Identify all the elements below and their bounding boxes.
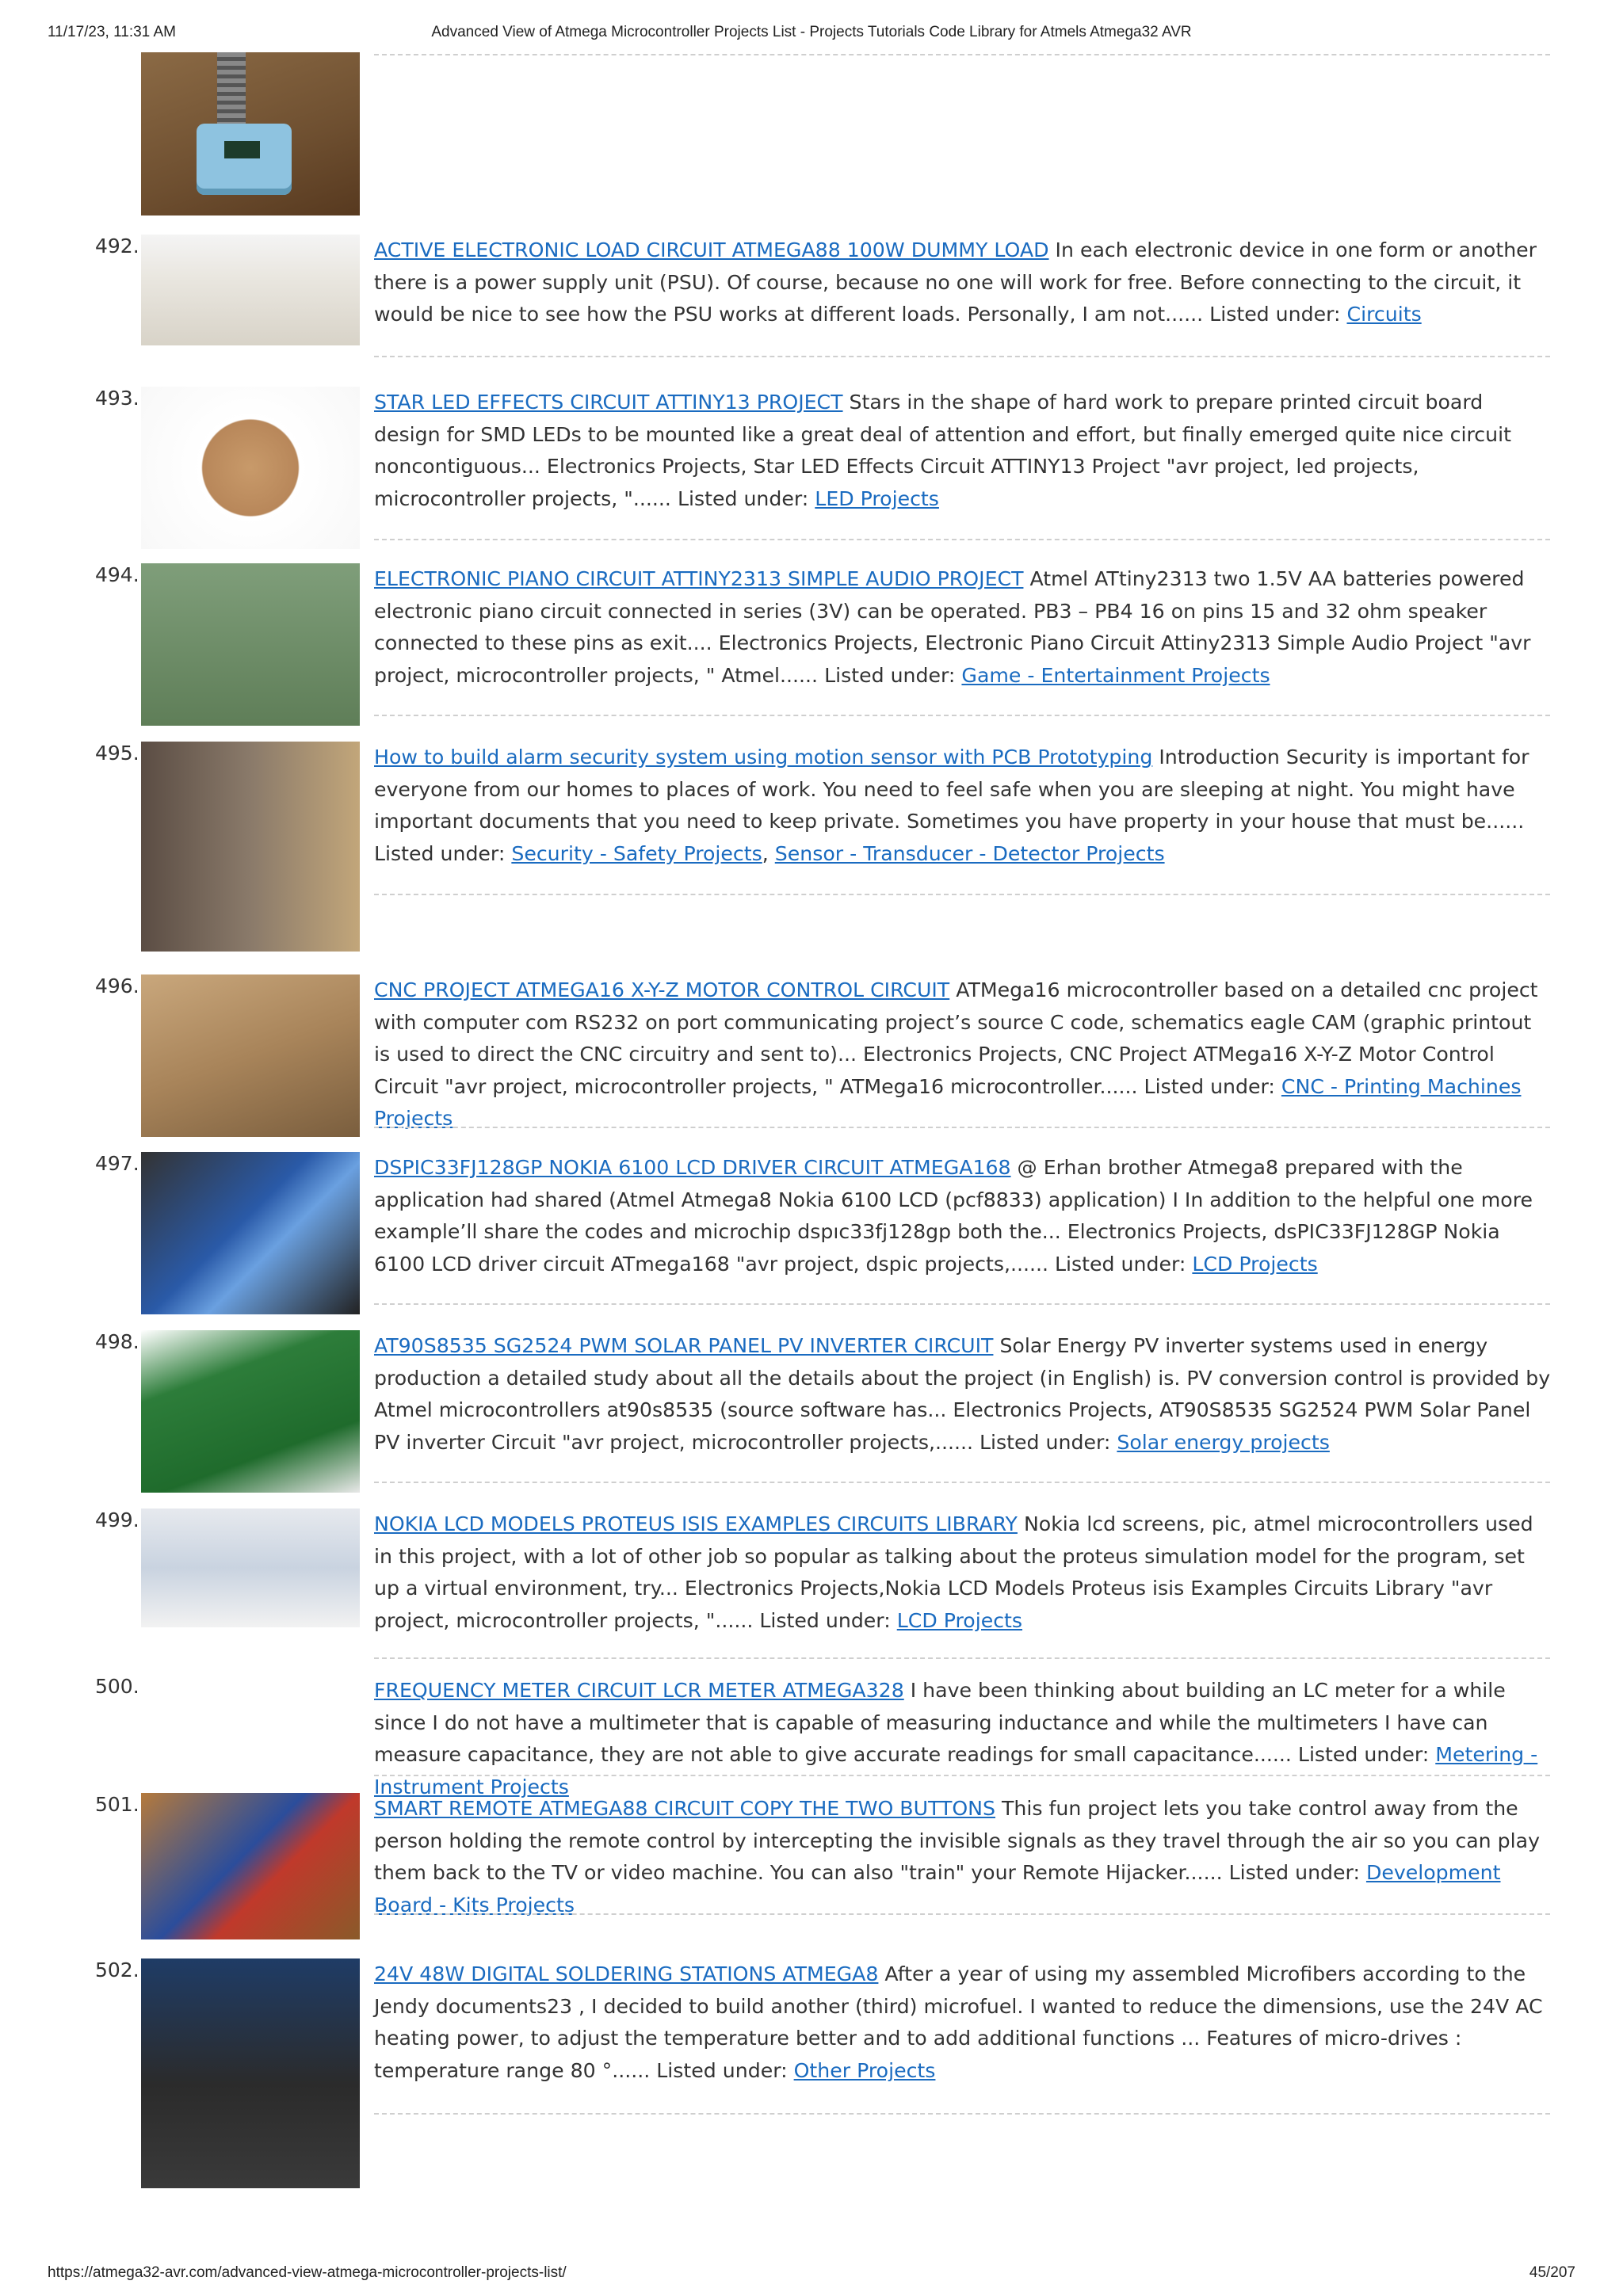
category-link[interactable]: Metering - Instrument Projects xyxy=(374,1743,1538,1798)
project-summary xyxy=(374,974,1553,1135)
separator xyxy=(374,539,1550,540)
project-thumbnail[interactable] xyxy=(141,387,360,549)
category-link[interactable]: LCD Projects xyxy=(896,1608,1023,1632)
category-link[interactable]: CNC - Printing Machines Projects xyxy=(374,1074,1522,1130)
project-thumbnail[interactable] xyxy=(141,1330,360,1493)
project-summary xyxy=(374,235,1553,331)
category-separator: , xyxy=(762,841,775,865)
project-description: Nokia lcd screens, pic, atmel microcontrollers used in this project, with a lot of other job so popular as talking about the proteus simulation model for the program, set up a virtual environment, try... Electronics Projects,Nokia LCD Models Proteus isis Examples Circuits Library "avr project, microcontroller projects, "...... Listed under: xyxy=(374,1512,1533,1632)
project-number: 500. xyxy=(95,1675,139,1698)
project-thumbnail[interactable] xyxy=(141,235,360,345)
project-title-link[interactable]: AT90S8535 SG2524 PWM SOLAR PANEL PV INVERTER CIRCUIT xyxy=(374,1334,994,1357)
separator xyxy=(374,1303,1550,1305)
project-description: After a year of using my assembled Microfibers according to the Jendy documents23 , I decided to build another (third) microfuel. I wanted to reduce the dimensions, use the 24V AC heating power, to adjust the temperature better and to add additional functions ... Features of micro-drives : temperature range 80 °...... Listed under: xyxy=(374,1962,1543,2082)
project-description: Solar Energy PV inverter systems used in energy production a detailed study about all the details about the project (in English) is. PV conversion control is provided by Atmel microcontrollers at90s8535 (source software has... Electronics Projects, AT90S8535 SG2524 PWM Solar Panel PV inverter Circuit "avr project, microcontroller projects,...... Listed under: xyxy=(374,1334,1551,1454)
project-title-link[interactable]: How to build alarm security system using motion sensor with PCB Prototyping xyxy=(374,746,1153,769)
project-thumbnail[interactable] xyxy=(141,742,360,952)
category-link[interactable]: Solar energy projects xyxy=(1117,1430,1330,1454)
page-number: 45/207 xyxy=(1529,2264,1575,2281)
project-title-link[interactable]: SMART REMOTE ATMEGA88 CIRCUIT COPY THE TWO BUTTONS xyxy=(374,1797,996,1820)
project-summary xyxy=(374,1330,1553,1459)
category-link[interactable]: Development Board - Kits Projects xyxy=(374,1861,1501,1917)
project-title-link[interactable]: 24V 48W DIGITAL SOLDERING STATIONS ATMEGA8 xyxy=(374,1962,879,1985)
project-thumbnail[interactable] xyxy=(141,1958,360,2188)
project-title-link[interactable]: ELECTRONIC PIANO CIRCUIT ATTINY2313 SIMPLE AUDIO PROJECT xyxy=(374,567,1024,590)
category-link[interactable]: Sensor - Transducer - Detector Projects xyxy=(774,841,1165,865)
separator xyxy=(374,1127,1550,1128)
project-thumbnail[interactable] xyxy=(141,1152,360,1314)
project-summary xyxy=(374,742,1553,870)
project-title-link[interactable]: STAR LED EFFECTS CIRCUIT ATTINY13 PROJECT xyxy=(374,391,843,414)
project-thumbnail[interactable] xyxy=(141,563,360,726)
category-link[interactable]: LCD Projects xyxy=(1192,1252,1318,1276)
project-summary xyxy=(374,1958,1553,2087)
print-url: https://atmega32-avr.com/advanced-view-atmega-microcontroller-projects-list/ xyxy=(48,2264,567,2281)
project-number: 492. xyxy=(95,235,139,257)
project-number: 494. xyxy=(95,563,139,586)
project-title-link[interactable]: NOKIA LCD MODELS PROTEUS ISIS EXAMPLES CIRCUITS LIBRARY xyxy=(374,1512,1018,1535)
separator xyxy=(374,1775,1550,1776)
category-link[interactable]: Other Projects xyxy=(793,2058,936,2082)
project-thumbnail[interactable] xyxy=(141,974,360,1137)
category-link[interactable]: Security - Safety Projects xyxy=(511,841,762,865)
project-description: ATMega16 microcontroller based on a detailed cnc project with computer com RS232 on port communicating project’s source C code, schematics eagle CAM (graphic printout is used to direct the CNC circuitry and sent to)... Electronics Projects, CNC Project ATMega16 X-Y-Z Motor Control Circuit "avr project, microcontroller projects, " ATMega16 microcontroller...... Listed under: xyxy=(374,978,1538,1098)
project-number: 496. xyxy=(95,974,139,997)
project-number: 501. xyxy=(95,1793,139,1816)
print-title: Advanced View of Atmega Microcontroller Projects List - Projects Tutorials Code Library for Atmels Atmega32 AVR xyxy=(431,24,1192,40)
separator xyxy=(374,894,1550,895)
separator xyxy=(374,2113,1550,2115)
project-description: I have been thinking about building an LC meter for a while since I do not have a multimeter that is capable of measuring inductance and while the multimeters I have can measure capacitance, they are not able to give accurate readings for small capacitance...... Listed under: xyxy=(374,1679,1506,1766)
project-summary xyxy=(374,1675,1553,1803)
project-number: 497. xyxy=(95,1152,139,1175)
project-description: Stars in the shape of hard work to prepare printed circuit board design for SMD LEDs to be mounted like a great deal of attention and effort, but finally emerged quite nice circuit noncontiguous... Electronics Projects, Star LED Effects Circuit ATTINY13 Project "avr project, led projects, microcontroller projects, "...... Listed under: xyxy=(374,391,1511,510)
separator xyxy=(374,1482,1550,1483)
project-thumbnail[interactable] xyxy=(141,1675,360,1766)
category-link[interactable]: Circuits xyxy=(1346,303,1422,326)
separator xyxy=(374,1657,1550,1659)
project-description: This fun project lets you take control away from the person holding the remote control by intercepting the invisible signals as they travel through the air so you can play them back to the TV or video machine. You can also "train" your Remote Hijacker...... Listed under: xyxy=(374,1797,1540,1884)
project-title-link[interactable]: CNC PROJECT ATMEGA16 X-Y-Z MOTOR CONTROL CIRCUIT xyxy=(374,978,950,1001)
separator xyxy=(374,356,1550,357)
category-link[interactable]: LED Projects xyxy=(815,486,939,510)
separator xyxy=(374,1913,1550,1915)
project-description: Introduction Security is important for everyone from our homes to places of work. You need to feel safe when you are sleeping at night. You might have important documents that you need to keep private. Sometimes you have property in your house that must be...... Listed under: xyxy=(374,746,1529,865)
project-number: 493. xyxy=(95,387,139,410)
print-date: 11/17/23, 11:31 AM xyxy=(48,24,176,40)
project-summary xyxy=(374,387,1553,515)
project-title-link[interactable]: FREQUENCY METER CIRCUIT LCR METER ATMEGA328 xyxy=(374,1679,904,1702)
separator xyxy=(374,715,1550,716)
project-description: In each electronic device in one form or another there is a power supply unit (PSU). Of course, because no one will work for free. Before connecting to the circuit, it would be nice to see how the PSU works at different loads. Personally, I am not...... Listed under: xyxy=(374,238,1537,326)
project-summary xyxy=(374,563,1553,692)
project-thumbnail[interactable] xyxy=(141,1508,360,1627)
project-description: Atmel ATtiny2313 two 1.5V AA batteries powered electronic piano circuit connected in series (3V) can be operated. PB3 – PB4 16 on pins 15 and 32 ohm speaker connected to these pins as exit.... Electronics Projects, Electronic Piano Circuit Attiny2313 Simple Audio Project "avr project, microcontroller projects, " Atmel...... Listed under: xyxy=(374,567,1531,687)
project-summary xyxy=(374,1793,1553,1921)
project-title-link[interactable]: ACTIVE ELECTRONIC LOAD CIRCUIT ATMEGA88 100W DUMMY LOAD xyxy=(374,238,1049,261)
project-summary xyxy=(374,1152,1553,1280)
separator xyxy=(374,54,1550,55)
project-summary xyxy=(374,1508,1553,1637)
project-number: 495. xyxy=(95,742,139,765)
project-thumbnail[interactable] xyxy=(141,1793,360,1939)
category-link[interactable]: Game - Entertainment Projects xyxy=(961,663,1270,687)
project-number: 502. xyxy=(95,1958,139,1981)
project-title-link[interactable]: DSPIC33FJ128GP NOKIA 6100 LCD DRIVER CIRCUIT ATMEGA168 xyxy=(374,1156,1011,1179)
project-number: 499. xyxy=(95,1508,139,1531)
project-description: @ Erhan brother Atmega8 prepared with the application had shared (Atmel Atmega8 Nokia 6100 LCD (pcf8833) application) I In addition to the helpful one more example’ll share the codes and microchip dspıc33fj128gp both the... Electronics Projects, dsPIC33FJ128GP Nokia 6100 LCD driver circuit ATmega168 "avr project, dspic projects,...... Listed under: xyxy=(374,1156,1533,1276)
project-thumbnail-previous xyxy=(141,52,360,215)
project-number: 498. xyxy=(95,1330,139,1353)
